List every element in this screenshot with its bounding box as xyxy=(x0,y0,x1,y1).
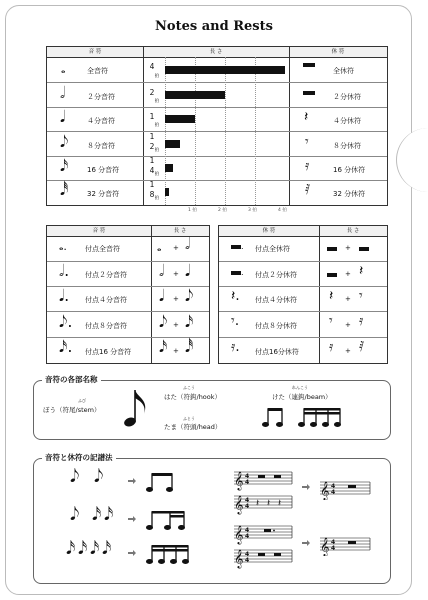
dotted-notes-table: 音 符 長 さ 𝅝. 付点全音符 𝅝 + 𝅗𝅥 𝅗𝅥. 付点２分音符 𝅗𝅥 + 𝅘𝅥 𝅘𝅥. 付点４分音符 𝅘𝅥 + 𝅘𝅥𝅮 𝅘𝅥𝅮. 付点８分音符 𝅘𝅥𝅮 + 𝅘𝅥𝅯 𝅘𝅥𝅯. 付点16 分音符 𝅘𝅥𝅯 + 𝅘𝅥𝅰 xyxy=(46,225,210,364)
svg-text:𝄞: 𝄞 xyxy=(320,481,330,500)
beamed-sixteenths-icon xyxy=(298,405,348,429)
beamed-eighth-sixteenths-icon xyxy=(146,508,190,532)
staff-example-half-rests xyxy=(232,520,294,572)
dotted-sixteenth-note-icon: 𝅘𝅥𝅯. xyxy=(59,337,73,356)
svg-text:4: 4 xyxy=(245,503,250,510)
svg-text:𝄞: 𝄞 xyxy=(234,495,244,514)
stem-label: ぼう（符尾/stem） xyxy=(43,406,101,414)
eighth-note-label: ８分音符 xyxy=(87,142,115,150)
staff-result-whole-rest xyxy=(318,532,372,556)
eighth-note-icon: 𝅘𝅥𝅮 xyxy=(60,132,69,151)
beamed-sixteenths-icon xyxy=(146,542,192,566)
sixteenth-note-icon: 𝅘𝅥𝅯 xyxy=(104,504,114,525)
beats-denominator: 8 xyxy=(149,190,155,199)
beats-value: 4 xyxy=(149,62,155,71)
sixteenth-rest-label: 16 分休符 xyxy=(333,166,366,174)
thirty-second-note-icon: 𝅘𝅥𝅰 xyxy=(60,180,69,199)
eighth-note-icon: 𝅘𝅥𝅮 xyxy=(70,504,80,525)
dotted-rest-label: 付点２分休符 xyxy=(255,271,297,279)
half-note-icon: 𝅗𝅥 xyxy=(159,261,165,280)
dotted-sixteenth-rest-icon: 𝄿. xyxy=(231,339,240,355)
beamed-eighths-icon xyxy=(262,405,292,429)
svg-text:4: 4 xyxy=(245,473,250,480)
beats-value: 2 xyxy=(149,88,155,97)
dotted-rest-label: 付点８分休符 xyxy=(255,322,297,330)
dotted-quarter-rest-icon: 𝄽. xyxy=(231,288,240,304)
header-rests: 休 符 xyxy=(219,226,319,237)
quarter-note-icon: 𝅘𝅥 xyxy=(159,286,165,305)
bar-thirty-second xyxy=(165,188,169,196)
thirty-second-note-label: 32 分音符 xyxy=(87,190,120,198)
eighth-note-icon: 𝅘𝅥𝅮 xyxy=(185,286,194,305)
quarter-rest-icon: 𝄽 xyxy=(304,109,309,125)
sixteenth-rest-icon: 𝄿 xyxy=(329,339,334,355)
dotted-note-label: 付点全音符 xyxy=(85,245,120,253)
svg-text:4: 4 xyxy=(331,489,336,496)
header-rests: 休 符 xyxy=(289,47,387,58)
dotted-note-label: 付点２分音符 xyxy=(85,271,127,279)
tick-label: 4 拍 xyxy=(278,208,287,213)
arrow-right-icon xyxy=(128,550,136,556)
eighth-rest-icon: 𝄾 xyxy=(305,134,309,150)
header-length: 長 さ xyxy=(319,226,387,237)
head-label: たま（符頭/head） xyxy=(164,423,222,431)
beats-unit: 拍 xyxy=(154,172,160,177)
dotted-half-rest-icon: . xyxy=(231,269,244,277)
eighth-rest-icon: 𝄾 xyxy=(329,313,333,329)
svg-text:𝄞: 𝄞 xyxy=(234,471,244,490)
quarter-note-icon: 𝅘𝅥 xyxy=(185,261,191,280)
whole-rest-icon xyxy=(303,63,315,70)
beats-numerator: 1 xyxy=(149,132,155,141)
beamed-eighths-icon xyxy=(146,470,180,494)
bar-half xyxy=(165,91,225,99)
svg-text:𝄽: 𝄽 xyxy=(267,498,271,509)
whole-note-label: 全音符 xyxy=(87,67,108,75)
half-rest-icon xyxy=(303,91,315,98)
eighth-rest-label: ８分休符 xyxy=(333,142,361,150)
quarter-rest-icon: 𝄽 xyxy=(359,263,364,279)
dotted-note-label: 付点16 分音符 xyxy=(85,348,132,356)
sixteenth-note-icon: 𝅘𝅥𝅯 xyxy=(159,337,168,356)
bar-eighth xyxy=(165,140,180,148)
staff-result-whole-rest xyxy=(318,476,372,500)
sixteenth-note-icon: 𝅘𝅥𝅯 xyxy=(90,538,100,559)
whole-note-icon: 𝅝 xyxy=(157,241,162,254)
beats-numerator: 1 xyxy=(149,180,155,189)
beats-numerator: 1 xyxy=(149,156,155,165)
eighth-note-icon: 𝅘𝅥𝅮 xyxy=(70,466,80,487)
beats-denominator: 4 xyxy=(149,166,155,175)
beats-denominator: 2 xyxy=(149,142,155,151)
note-parts-title: 音符の各部名称 xyxy=(42,374,101,385)
sixteenth-note-icon: 𝅘𝅥𝅯 xyxy=(78,538,88,559)
arrow-right-icon xyxy=(302,484,310,490)
dotted-rests-table: 休 符 長 さ . 付点全休符 + . 付点２分休符 + 𝄽 𝄽. 付点４分休符 𝄽 + 𝄾 𝄾. 付点８分休符 𝄾 + 𝄿 𝄿. 付点16分休符 𝄿 + 𝅀 xyxy=(218,225,388,364)
svg-text:𝄞: 𝄞 xyxy=(234,525,244,544)
sixteenth-note-icon: 𝅘𝅥𝅯 xyxy=(102,538,112,559)
sixteenth-note-label: 16 分音符 xyxy=(87,166,120,174)
quarter-rest-icon: 𝄽 xyxy=(329,288,334,304)
quarter-note-icon: 𝅘𝅥 xyxy=(60,107,66,126)
whole-note-icon: 𝅝 xyxy=(61,63,66,76)
beam-ruby: れんこう xyxy=(292,385,308,390)
svg-text:𝄽: 𝄽 xyxy=(256,498,260,509)
beats-unit: 拍 xyxy=(154,148,160,153)
svg-text:𝄽: 𝄽 xyxy=(278,498,282,509)
beam-label: けた（連鈎/beam） xyxy=(272,393,332,401)
arrow-right-icon xyxy=(302,540,310,546)
dotted-half-note-icon: 𝅗𝅥. xyxy=(59,261,70,280)
page-title: Notes and Rests xyxy=(155,19,273,34)
sixteenth-note-icon: 𝅘𝅥𝅯 xyxy=(66,538,76,559)
eighth-rest-icon: 𝄾 xyxy=(359,288,363,304)
dotted-eighth-note-icon: 𝅘𝅥𝅮. xyxy=(59,312,73,331)
sixteenth-rest-icon: 𝄿 xyxy=(305,158,310,174)
svg-text:4: 4 xyxy=(245,527,250,534)
svg-text:4: 4 xyxy=(245,533,250,540)
bar-whole xyxy=(165,66,285,74)
half-rest-icon xyxy=(327,273,337,277)
svg-text:4: 4 xyxy=(331,539,336,546)
whole-rest-icon xyxy=(327,247,337,251)
tick-label: 2 拍 xyxy=(218,208,227,213)
header-notes: 音 符 xyxy=(47,47,143,58)
beats-unit: 拍 xyxy=(154,196,160,201)
dotted-rest-label: 付点４分休符 xyxy=(255,296,297,304)
flag-label: はた（符鈎/hook） xyxy=(164,393,222,401)
half-rest-icon xyxy=(359,247,369,251)
sixteenth-note-icon: 𝅘𝅥𝅯 xyxy=(92,504,102,525)
svg-text:4: 4 xyxy=(245,557,250,564)
sixteenth-rest-icon: 𝄿 xyxy=(359,313,364,329)
sixteenth-note-icon: 𝅘𝅥𝅯 xyxy=(60,156,69,175)
dotted-note-label: 付点８分音符 xyxy=(85,322,127,330)
dotted-whole-note-icon: 𝅝. xyxy=(59,240,67,253)
flag-ruby: ふこう xyxy=(183,385,195,390)
dotted-whole-rest-icon: . xyxy=(231,243,244,251)
thirty-second-note-icon: 𝅘𝅥𝅰 xyxy=(185,337,194,356)
beats-value: 1 xyxy=(149,112,155,121)
arrow-right-icon xyxy=(128,516,136,522)
svg-text:4: 4 xyxy=(331,483,336,490)
svg-text:4: 4 xyxy=(245,497,250,504)
header-length: 長 さ xyxy=(143,47,289,58)
thirty-second-rest-icon: 𝅀 xyxy=(305,182,311,198)
thirty-second-rest-icon: 𝅀 xyxy=(359,339,365,355)
svg-text:𝄞: 𝄞 xyxy=(320,537,330,556)
dotted-rest-label: 付点16分休符 xyxy=(255,348,299,356)
dotted-rest-label: 付点全休符 xyxy=(255,245,290,253)
sixteenth-note-icon: 𝅘𝅥𝅯 xyxy=(185,312,194,331)
eighth-note-diagram xyxy=(122,386,158,430)
notes-rests-table xyxy=(46,46,388,206)
beats-unit: 拍 xyxy=(154,74,160,79)
whole-rest-label: 全休符 xyxy=(333,67,354,75)
header-notes: 音 符 xyxy=(47,226,151,237)
half-rest-label: ２分休符 xyxy=(333,93,361,101)
eighth-note-icon: 𝅘𝅥𝅮 xyxy=(159,312,168,331)
svg-text:𝄞: 𝄞 xyxy=(234,549,244,568)
eighth-note-icon: 𝅘𝅥𝅮 xyxy=(94,466,104,487)
stem-ruby: ふび xyxy=(78,398,86,403)
notation-title: 音符と休符の記譜法 xyxy=(42,452,116,463)
header-length: 長 さ xyxy=(151,226,209,237)
quarter-rest-label: ４分休符 xyxy=(333,117,361,125)
head-ruby: ふとう xyxy=(183,416,195,421)
svg-text:4: 4 xyxy=(331,545,336,552)
dotted-eighth-rest-icon: 𝄾. xyxy=(231,313,240,329)
tick-label: 1 拍 xyxy=(188,208,197,213)
thirty-second-rest-label: 32 分休符 xyxy=(333,190,366,198)
bar-sixteenth xyxy=(165,164,173,172)
quarter-note-label: ４分音符 xyxy=(87,117,115,125)
arrow-right-icon xyxy=(128,478,136,484)
beats-unit: 拍 xyxy=(154,123,160,128)
svg-text:4: 4 xyxy=(245,479,250,486)
svg-text:4: 4 xyxy=(245,551,250,558)
bar-quarter xyxy=(165,115,195,123)
half-note-icon: 𝅗𝅥 xyxy=(185,234,191,253)
dotted-note-label: 付点４分音符 xyxy=(85,296,127,304)
half-note-icon: 𝅗𝅥 xyxy=(60,83,66,102)
tick-label: 3 拍 xyxy=(248,208,257,213)
half-note-label: ２分音符 xyxy=(87,93,115,101)
dotted-quarter-note-icon: 𝅘𝅥. xyxy=(59,286,70,305)
beats-unit: 拍 xyxy=(154,99,160,104)
staff-example-rests xyxy=(232,466,294,518)
